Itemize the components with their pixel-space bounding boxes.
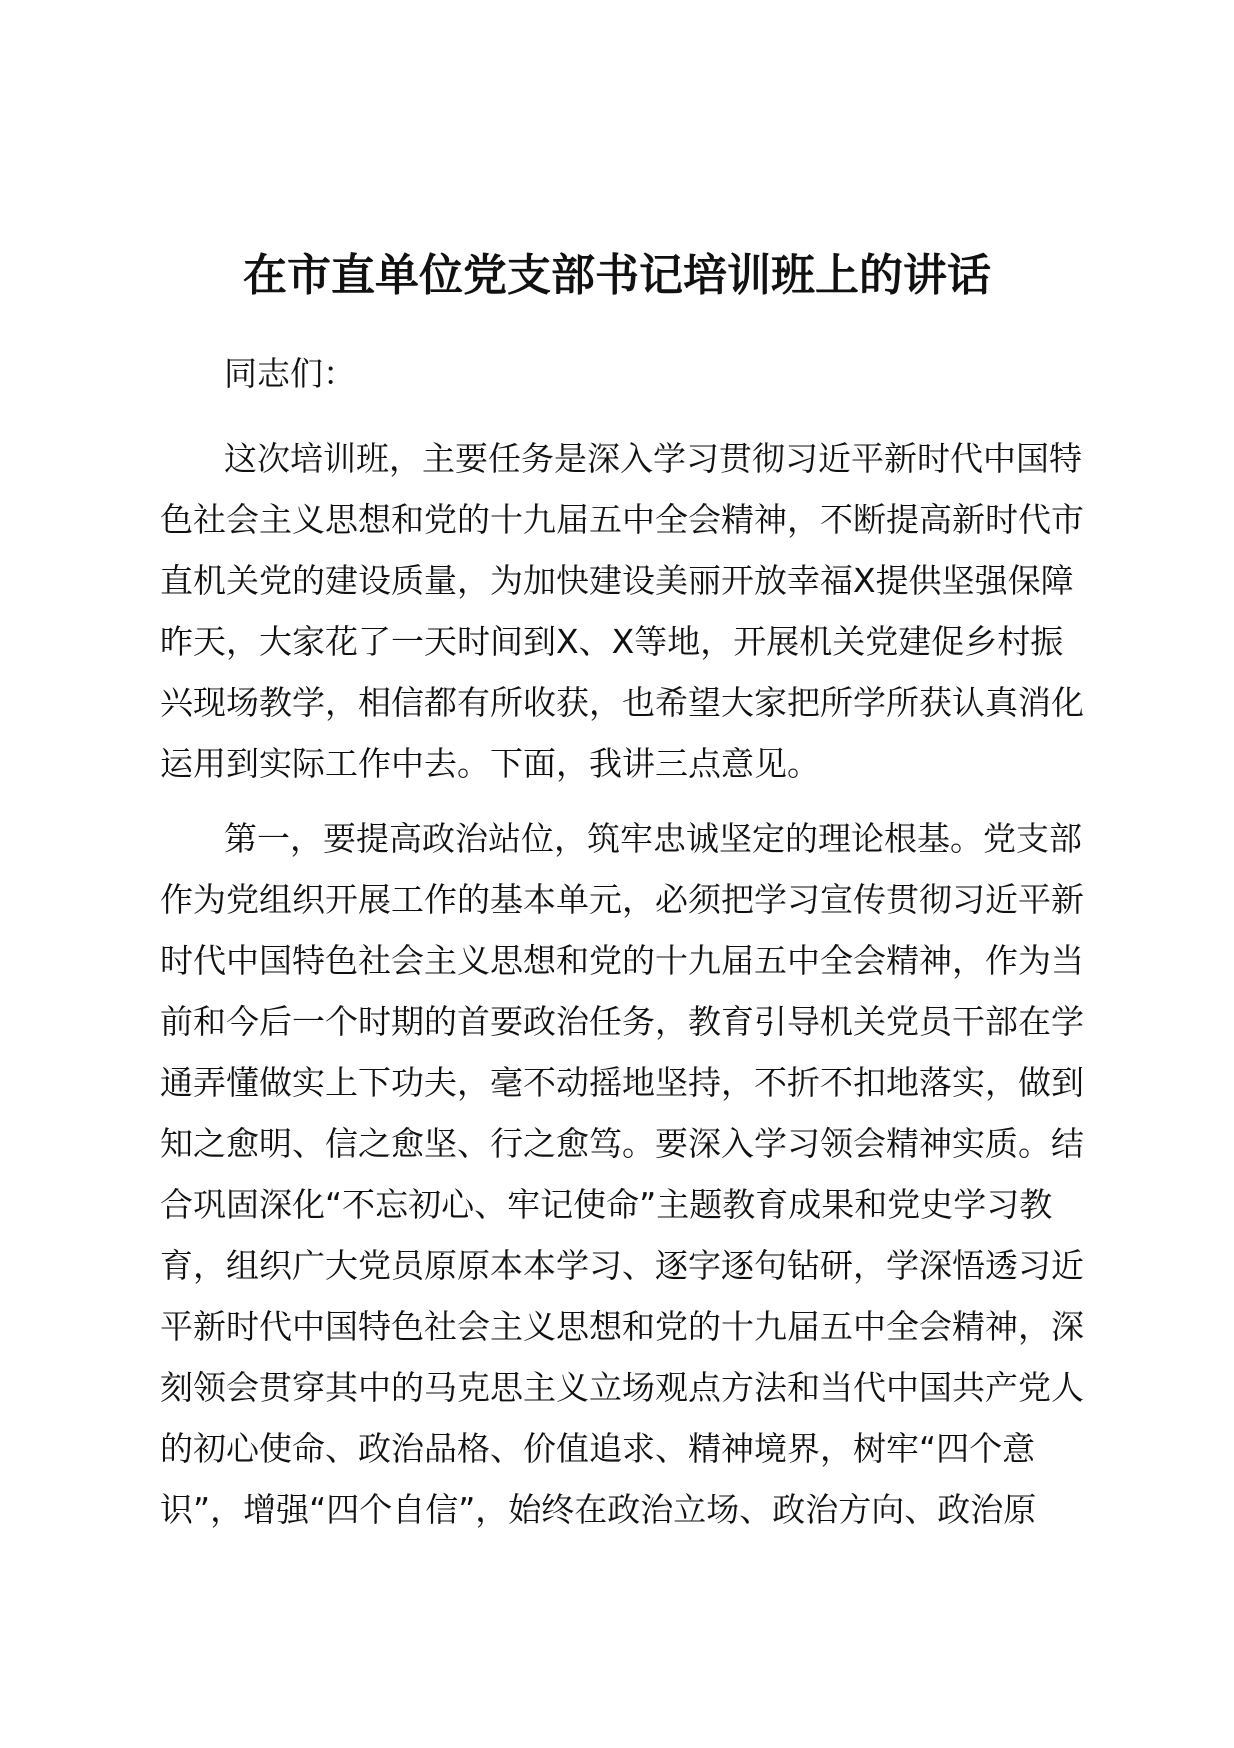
paragraph-line: 刻领会贯穿其中的马克思主义立场观点方法和当代中国共产党人 — [160, 1368, 1084, 1407]
paragraph-line: 直机关党的建设质量，为加快建设美丽开放幸福X提供坚强保障 — [160, 561, 1074, 600]
paragraph-line: 兴现场教学，相信都有所收获，也希望大家把所学所获认真消化 — [160, 683, 1084, 722]
paragraph-line: 作为党组织开展工作的基本单元，必须把学习宣传贯彻习近平新 — [160, 880, 1084, 919]
paragraph-line: 育，组织广大党员原原本本学习、逐字逐句钻研，学深悟透习近 — [160, 1246, 1084, 1285]
paragraph-2 — [160, 808, 1100, 1540]
paragraph-line: 昨天，大家花了一天时间到X、X等地，开展机关党建促乡村振 — [160, 622, 1064, 661]
salutation: 同志们： — [224, 354, 356, 393]
paragraph-line: 运用到实际工作中去。下面，我讲三点意见。 — [160, 744, 820, 783]
paragraph-line: 合巩固深化“不忘初心、牢记使命”主题教育成果和党史学习教 — [160, 1185, 1053, 1224]
paragraph-line: 识”，增强“四个自信”，始终在政治立场、政治方向、政治原 — [160, 1490, 1037, 1529]
paragraph-line: 通弄懂做实上下功夫，毫不动摇地坚持，不折不扣地落实，做到 — [160, 1063, 1084, 1102]
paragraph-line: 的初心使命、政治品格、价值追求、精神境界，树牢“四个意 — [160, 1429, 1036, 1468]
paragraph-line: 时代中国特色社会主义思想和党的十九届五中全会精神，作为当 — [160, 941, 1084, 980]
paragraph-line: 前和今后一个时期的首要政治任务，教育引导机关党员干部在学 — [160, 1002, 1084, 1041]
paragraph-line: 知之愈明、信之愈坚、行之愈笃。要深入学习领会精神实质。结 — [160, 1124, 1084, 1163]
paragraph-line: 平新时代中国特色社会主义思想和党的十九届五中全会精神，深 — [160, 1307, 1084, 1346]
paragraph-line: 这次培训班，主要任务是深入学习贯彻习近平新时代中国特 — [224, 439, 1082, 478]
paragraph-1 — [160, 428, 1100, 794]
document-title: 在市直单位党支部书记培训班上的讲话 — [243, 250, 991, 301]
paragraph-line: 第一，要提高政治站位，筑牢忠诚坚定的理论根基。党支部 — [224, 819, 1082, 858]
paragraph-line: 色社会主义思想和党的十九届五中全会精神，不断提高新时代市 — [160, 500, 1084, 539]
